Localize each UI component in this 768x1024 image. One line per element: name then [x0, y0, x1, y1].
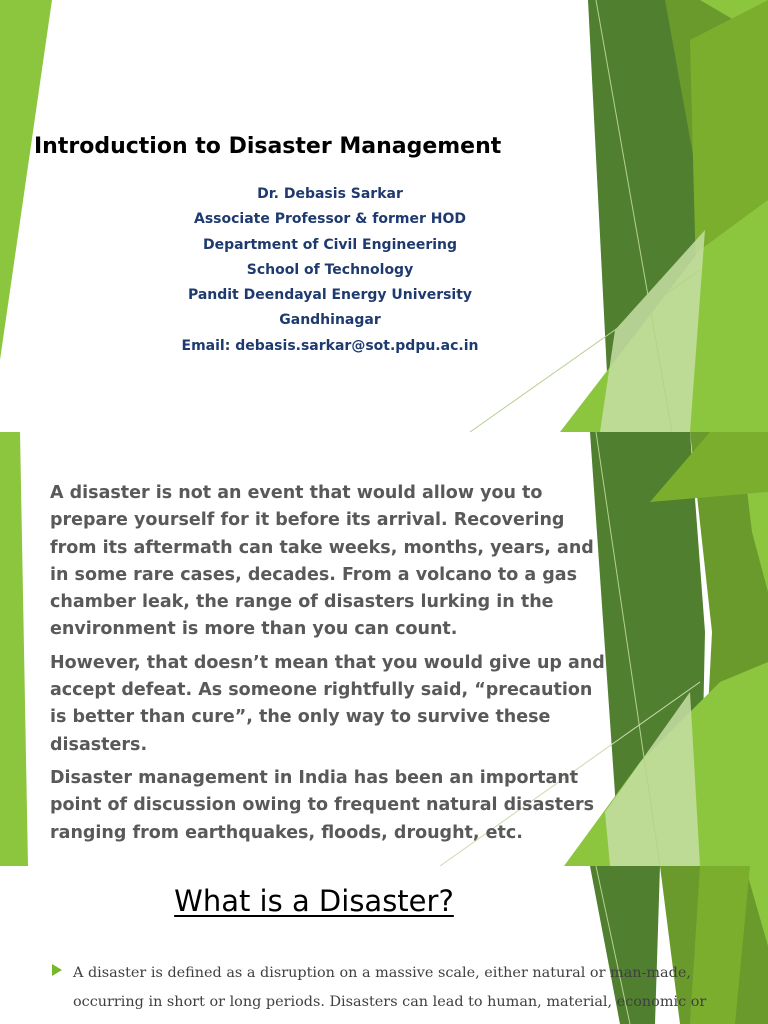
author-info: [120, 182, 540, 359]
intro-text-slide: [0, 432, 768, 866]
title-slide: [0, 0, 768, 432]
paragraph: Disaster management in India has been an important point of discussion owing to frequent natural disasters ranging from earthquakes, floods, drought, etc.: [50, 767, 595, 843]
left-green-shard: [0, 432, 28, 866]
paragraph: A disaster is not an event that would allow you to prepare yourself for it before its arrival. Recovering from its aftermath can take weeks, months, years, and in some rare cases, decades. From a volcano to a gas chamber leak, the range of disasters lurking in the environment is more than you can count.: [50, 483, 594, 640]
author-department: Department of Civil Engineering: [202, 236, 458, 253]
intro-body-text: [50, 480, 610, 853]
slide-title: Introduction to Disaster Management: [34, 134, 502, 159]
bullet-text: A disaster is defined as a disruption on a massive scale, either natural or man-made, occurring in short or long periods. Disasters can lead to human, material, economic or: [73, 965, 707, 1010]
author-email: Email: debasis.sarkar@sot.pdpu.ac.in: [181, 337, 479, 354]
paragraph: However, that doesn’t mean that you would give up and accept defeat. As someone rightfully said, “precaution is better than cure”, the only way to survive these disasters.: [50, 652, 605, 755]
definition-slide: [0, 866, 768, 1024]
slide-title: What is a Disaster?: [174, 884, 454, 918]
author-position: Associate Professor & former HOD: [194, 211, 466, 228]
left-green-shard: [0, 0, 52, 360]
author-school: School of Technology: [246, 261, 414, 278]
author-city: Gandhinagar: [279, 312, 381, 329]
author-university: Pandit Deendayal Energy University: [187, 287, 473, 304]
bullet-arrow-icon: [52, 964, 62, 976]
author-name: Dr. Debasis Sarkar: [257, 186, 403, 202]
